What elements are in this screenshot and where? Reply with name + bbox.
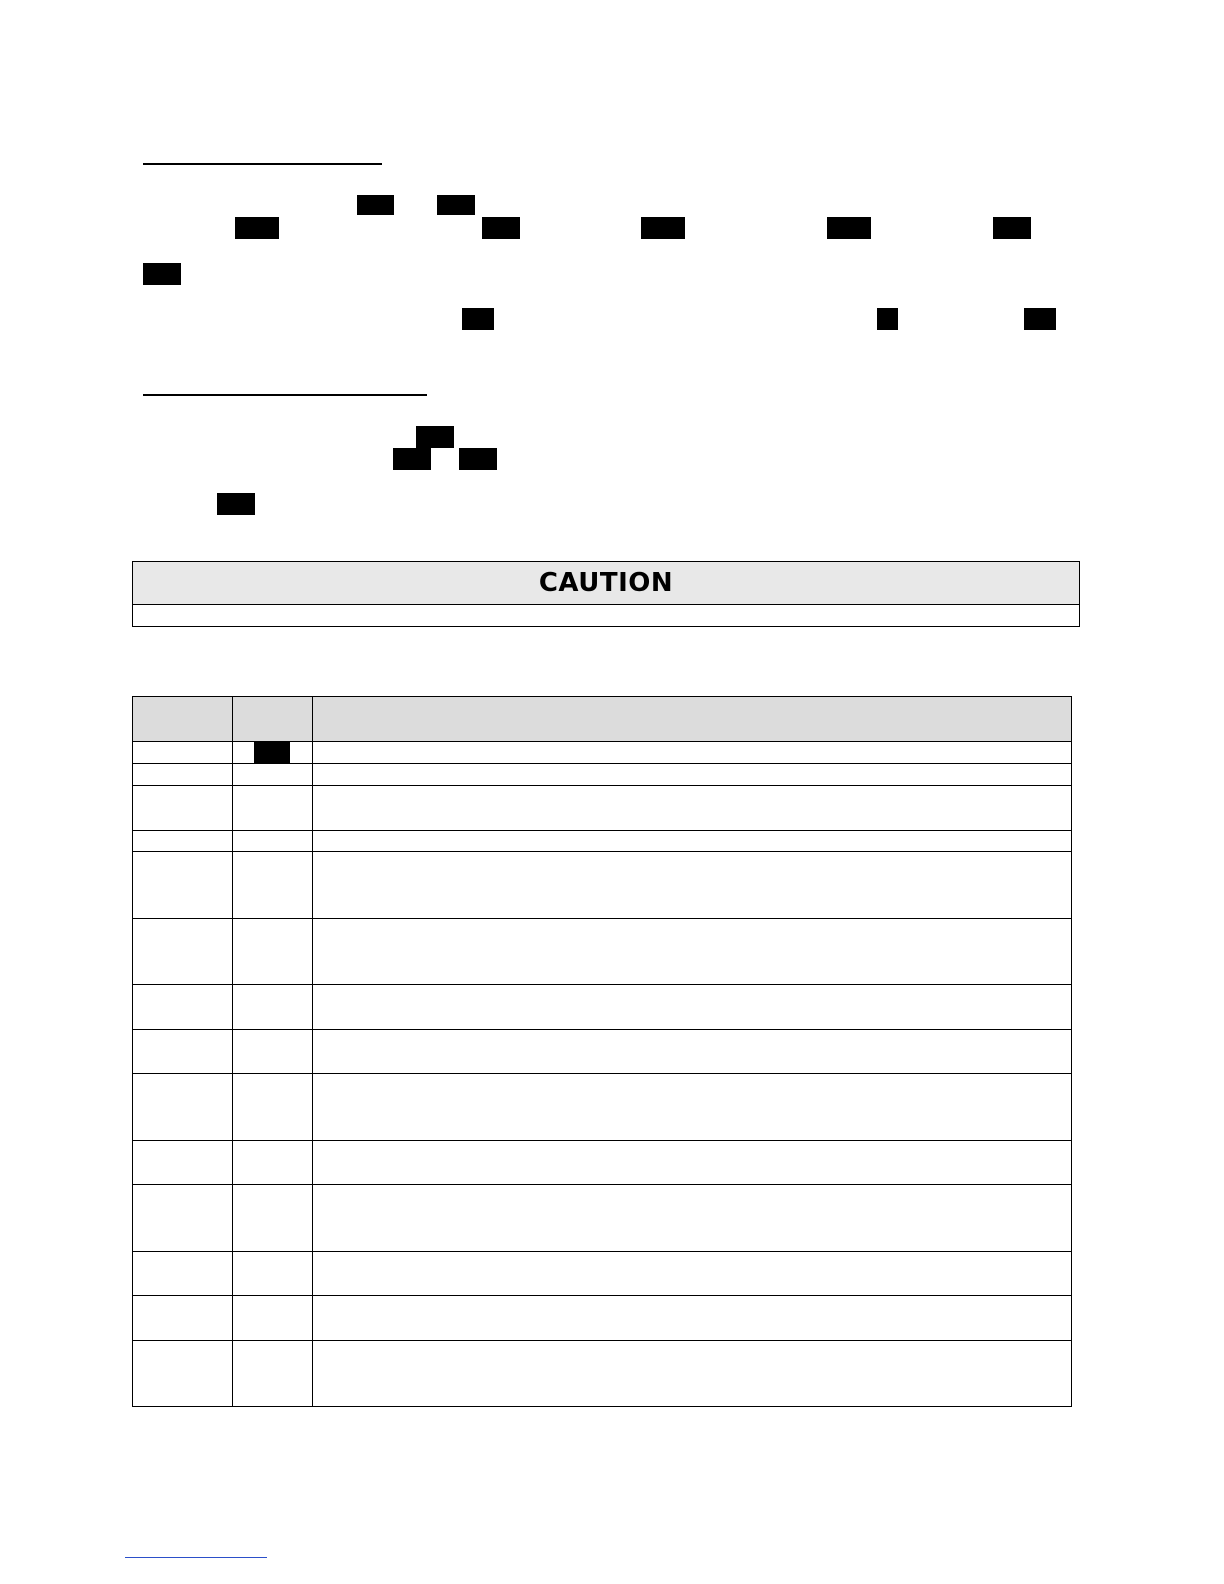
table-row (133, 831, 1072, 852)
spec-table (132, 696, 1072, 1407)
table-row (133, 742, 1072, 764)
redaction-block (254, 742, 290, 763)
table-cell (133, 1074, 233, 1141)
table-cell (233, 985, 313, 1030)
table-cell (313, 852, 1072, 919)
table-cell (313, 1252, 1072, 1296)
table-cell (133, 1141, 233, 1185)
table-cell (133, 1030, 233, 1074)
table-cell (233, 919, 313, 985)
table-cell (233, 786, 313, 831)
table-row (133, 985, 1072, 1030)
table-cell (313, 742, 1072, 764)
footer-link[interactable] (125, 1557, 267, 1558)
redaction-block (641, 217, 685, 239)
table-cell (133, 1341, 233, 1407)
table-row (133, 1074, 1072, 1141)
table-cell (233, 1141, 313, 1185)
redaction-block (143, 263, 181, 285)
redaction-block (393, 448, 431, 470)
table-header-cell (313, 697, 1072, 742)
redaction-block (235, 217, 279, 239)
table-cell (133, 764, 233, 786)
caution-box (132, 561, 1080, 627)
table-cell (313, 1296, 1072, 1341)
table-cell (233, 764, 313, 786)
table-row (133, 1030, 1072, 1074)
table-cell (233, 742, 313, 764)
table-cell (233, 1030, 313, 1074)
redaction-block (1024, 308, 1056, 330)
redaction-block (459, 448, 497, 470)
table-header-cell (133, 697, 233, 742)
table-cell (233, 1185, 313, 1252)
table-cell (233, 1252, 313, 1296)
table-row (133, 1185, 1072, 1252)
table-cell (133, 1185, 233, 1252)
table-cell (133, 742, 233, 764)
table-row (133, 1252, 1072, 1296)
table-cell (233, 1341, 313, 1407)
table-cell (233, 852, 313, 919)
table-cell (133, 919, 233, 985)
table-row (133, 786, 1072, 831)
table-cell (313, 1030, 1072, 1074)
redaction-block (993, 217, 1031, 239)
table-cell (313, 1185, 1072, 1252)
table-cell (313, 1141, 1072, 1185)
table-cell (133, 1296, 233, 1341)
table-cell (133, 852, 233, 919)
caution-body (133, 605, 1079, 627)
table-cell (133, 1252, 233, 1296)
section-2-heading-underline (143, 394, 427, 396)
table-cell (133, 786, 233, 831)
table-cell (233, 1074, 313, 1141)
table-header-row (133, 697, 1072, 742)
table-cell (133, 985, 233, 1030)
redaction-block (827, 217, 871, 239)
table-cell (233, 831, 313, 852)
table-cell (233, 1296, 313, 1341)
table-row (133, 852, 1072, 919)
redaction-block (462, 308, 494, 330)
redaction-block (416, 426, 454, 448)
redaction-block (357, 195, 394, 215)
table-cell (133, 831, 233, 852)
table-cell (313, 919, 1072, 985)
table-row (133, 764, 1072, 786)
table-cell (313, 764, 1072, 786)
section-1-heading-underline (143, 163, 382, 165)
redaction-block (877, 308, 898, 330)
redaction-block (482, 217, 520, 239)
caution-title: CAUTION (133, 562, 1079, 605)
table-row (133, 1341, 1072, 1407)
redaction-block (217, 493, 255, 515)
table-row (133, 1296, 1072, 1341)
table-row (133, 1141, 1072, 1185)
table-cell (313, 1074, 1072, 1141)
table-header-cell (233, 697, 313, 742)
table-cell (313, 786, 1072, 831)
table-cell (313, 831, 1072, 852)
table-cell (313, 1341, 1072, 1407)
redaction-block (437, 195, 475, 215)
table-cell (313, 985, 1072, 1030)
table-row (133, 919, 1072, 985)
